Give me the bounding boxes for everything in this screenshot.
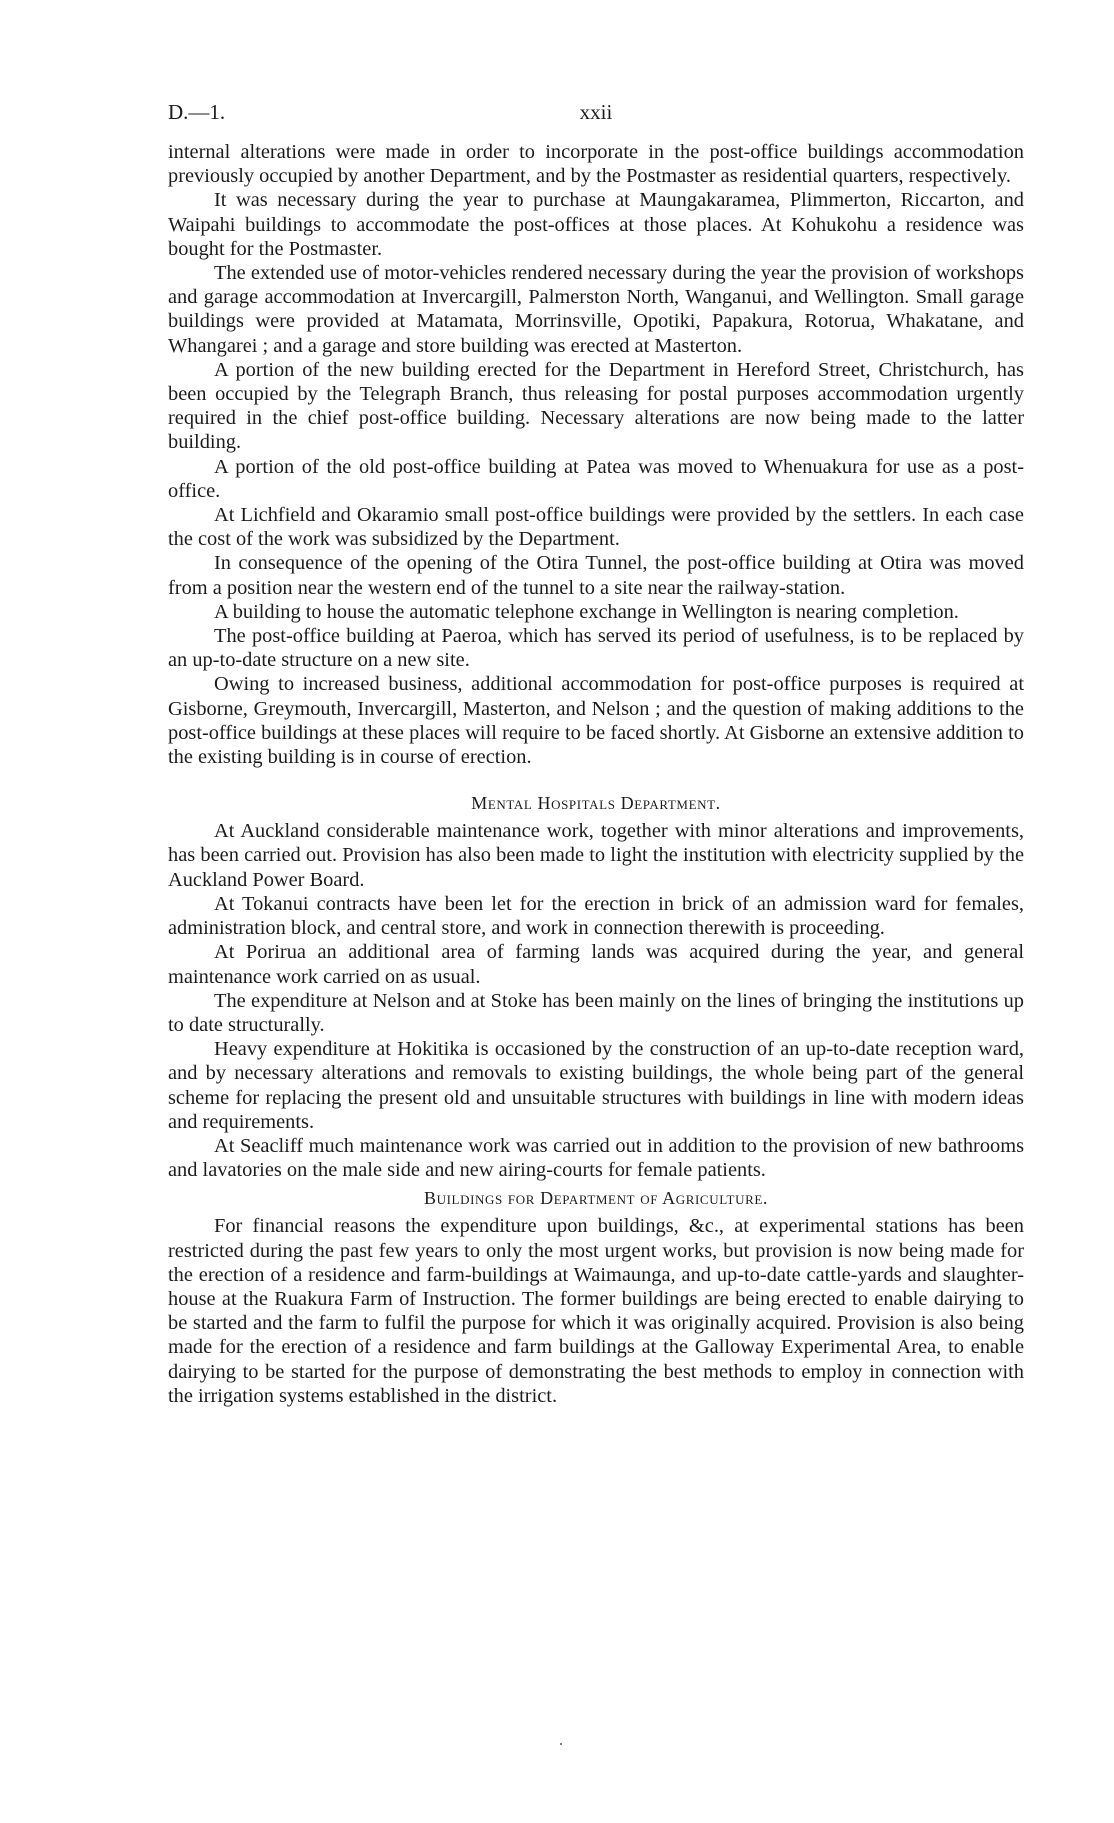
paragraph: A portion of the old post-office building at Patea was moved to Whenuakura for use as a post-office. bbox=[168, 455, 1024, 502]
paragraph: For financial reasons the expenditure upon buildings, &c., at experimental stations has been restricted during the past few years to only the most urgent works, but provision is now being made for the erection of a residence and farm-buildings at Waimaunga, and up-to-date cattle-yards and slaughter-house at the Ruakura Farm of Instruction. The former buildings are being erected to enable dairying to be started and the farm to fulfil the purpose for which it was originally acquired. Provision is also being made for the erection of a residence and farm buildings at the Galloway Experimental Area, to enable dairying to be started for the purpose of demonstrating the best methods to employ in connection with the irrigation systems established in the district. bbox=[168, 1215, 1024, 1407]
section-heading: Buildings for Department of Agriculture. bbox=[424, 1188, 768, 1209]
paragraph: At Porirua an additional area of farming lands was acquired during the year, and general maintenance work carried on as usual. bbox=[168, 941, 1024, 988]
paragraph: The expenditure at Nelson and at Stoke has been mainly on the lines of bringing the institutions up to date structurally. bbox=[168, 989, 1024, 1036]
paragraph: internal alterations were made in order to incorporate in the post-office buildings accommodation previously occupied by another Department, and by the Postmaster as residential quarters, respectively. bbox=[168, 141, 1024, 188]
section-post-office-buildings bbox=[168, 140, 1024, 769]
section-agriculture-buildings bbox=[168, 1186, 1024, 1408]
paragraph: It was necessary during the year to purchase at Maungakaramea, Plimmerton, Riccarton, and Waipahi buildings to accommodate the post-offices at those places. At Kohukohu a residence was bought for the Postmaster. bbox=[168, 189, 1024, 260]
document-reference: D.—1. bbox=[168, 100, 226, 124]
paragraph: Owing to increased business, additional accommodation for post-office purposes is required at Gisborne, Greymouth, Invercargill, Masterton, and Nelson ; and the question of making additions to the post-office buildings at these places will require to be faced shortly. At Gisborne an extensive addition to the existing building is in course of erection. bbox=[168, 673, 1024, 769]
paragraph: At Lichfield and Okaramio small post-office buildings were provided by the settlers. In each case the cost of the work was subsidized by the Department. bbox=[168, 504, 1024, 551]
document-page bbox=[168, 100, 1024, 1408]
paragraph: The post-office building at Paeroa, which has served its period of usefulness, is to be replaced by an up-to-date structure on a new site. bbox=[168, 625, 1024, 672]
paragraph: A building to house the automatic telephone exchange in Wellington is nearing completion. bbox=[214, 600, 959, 623]
page-header bbox=[168, 100, 1024, 140]
page-number: xxii bbox=[579, 100, 613, 124]
paragraph: At Seacliff much maintenance work was carried out in addition to the provision of new bathrooms and lavatories on the male side and new airing-courts for female patients. bbox=[168, 1134, 1024, 1182]
paragraph: A portion of the new building erected for the Department in Hereford Street, Christchurch, has been occupied by the Telegraph Branch, thus releasing for postal purposes accommodation urgently required in the chief post-office building. Necessary alterations are now being made to the latter building. bbox=[168, 358, 1024, 454]
page-speck bbox=[560, 1743, 562, 1745]
paragraph: Heavy expenditure at Hokitika is occasioned by the construction of an up-to-date reception ward, and by necessary alterations and removals to existing buildings, the whole being part of the general scheme for replacing the present old and unsuitable structures with buildings in line with modern ideas and requirements. bbox=[168, 1038, 1024, 1133]
paragraph: At Auckland considerable maintenance work, together with minor alterations and improvements, has been carried out. Provision has also been made to light the institution with electricity supplied by the Auckland Power Board. bbox=[168, 820, 1024, 891]
section-mental-hospitals bbox=[168, 791, 1024, 1182]
section-heading: Mental Hospitals Department. bbox=[471, 793, 721, 814]
paragraph: In consequence of the opening of the Otira Tunnel, the post-office building at Otira was moved from a position near the western end of the tunnel to a site near the railway-station. bbox=[168, 552, 1024, 599]
paragraph: At Tokanui contracts have been let for the erection in brick of an admission ward for females, administration block, and central store, and work in connection therewith is proceeding. bbox=[168, 892, 1024, 940]
paragraph: The extended use of motor-vehicles rendered necessary during the year the provision of workshops and garage accommodation at Invercargill, Palmerston North, Wanganui, and Wellington. Small garage buildings were provided at Matamata, Morrinsville, Opotiki, Papakura, Rotorua, Whakatane, and Whangarei ; and a garage and store building was erected at Masterton. bbox=[168, 262, 1024, 357]
